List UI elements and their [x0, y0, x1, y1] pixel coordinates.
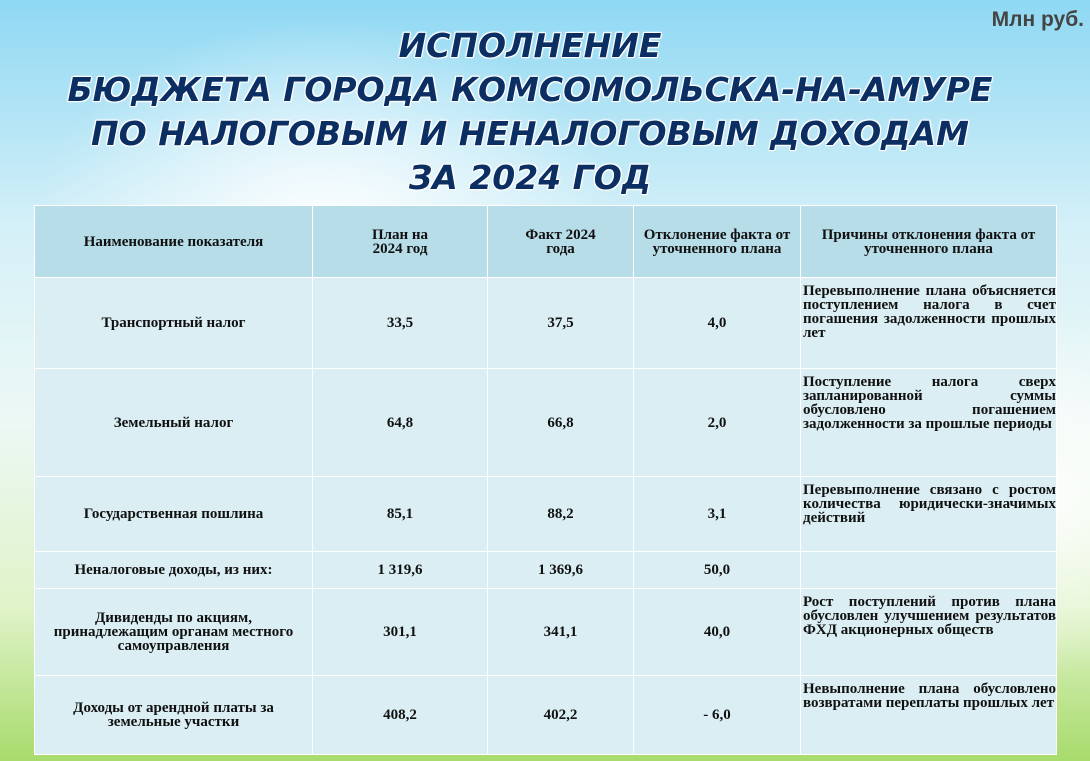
table-header-row: [35, 206, 1057, 278]
table-row: [35, 477, 1057, 552]
cell-name: Земельный налог: [35, 369, 313, 477]
cell-deviation: 4,0: [634, 278, 801, 369]
cell-reason: Рост поступлений против плана обусловлен улучшением результатов ФХД акционерных обществ: [801, 589, 1057, 676]
cell-fact: 88,2: [488, 477, 634, 552]
header-name: Наименование показателя: [35, 206, 313, 278]
cell-name: Неналоговые доходы, из них:: [35, 552, 313, 589]
cell-deviation: 2,0: [634, 369, 801, 477]
cell-plan: 1 319,6: [313, 552, 488, 589]
cell-plan: 85,1: [313, 477, 488, 552]
table-row: [35, 278, 1057, 369]
table-row: [35, 552, 1057, 589]
cell-fact: 341,1: [488, 589, 634, 676]
cell-reason: Поступление налога сверх запланированной суммы обусловлено погашением задолженности за прошлые периоды: [801, 369, 1057, 477]
cell-fact: 37,5: [488, 278, 634, 369]
cell-name: Транспортный налог: [35, 278, 313, 369]
title-line-4: ЗА 2024 ГОД: [408, 158, 652, 197]
cell-reason: Перевыполнение связано с ростом количества юридически-значимых действий: [801, 477, 1057, 552]
cell-name: Государственная пошлина: [35, 477, 313, 552]
cell-plan: 301,1: [313, 589, 488, 676]
header-fact: Факт 2024 года: [488, 206, 634, 278]
cell-deviation: 40,0: [634, 589, 801, 676]
cell-name: Доходы от арендной платы за земельные участки: [35, 676, 313, 755]
table-row: [35, 676, 1057, 755]
cell-deviation: 3,1: [634, 477, 801, 552]
units-label: Млн руб.: [991, 8, 1084, 31]
title-line-1: ИСПОЛНЕНИЕ: [398, 26, 662, 65]
cell-fact: 402,2: [488, 676, 634, 755]
table-row: [35, 369, 1057, 477]
cell-name: Дивиденды по акциям, принадлежащим органам местного самоуправления: [35, 589, 313, 676]
table-row: [35, 589, 1057, 676]
cell-plan: 33,5: [313, 278, 488, 369]
page-title: [0, 24, 1060, 200]
budget-table: [34, 205, 1057, 755]
header-reason: Причины отклонения факта от уточненного плана: [801, 206, 1057, 278]
header-deviation: Отклонение факта от уточненного плана: [634, 206, 801, 278]
title-line-3: ПО НАЛОГОВЫМ И НЕНАЛОГОВЫМ ДОХОДАМ: [91, 114, 969, 153]
cell-reason: Невыполнение плана обусловлено возвратами переплаты прошлых лет: [801, 676, 1057, 755]
cell-reason: Перевыполнение плана объясняется поступлением налога в счет погашения задолженности прошлых лет: [801, 278, 1057, 369]
cell-fact: 1 369,6: [488, 552, 634, 589]
title-line-2: БЮДЖЕТА ГОРОДА КОМСОМОЛЬСКА-НА-АМУРЕ: [67, 70, 993, 109]
cell-deviation: 50,0: [634, 552, 801, 589]
cell-fact: 66,8: [488, 369, 634, 477]
header-plan: План на 2024 год: [313, 206, 488, 278]
cell-plan: 408,2: [313, 676, 488, 755]
cell-reason: [801, 552, 1057, 589]
cell-plan: 64,8: [313, 369, 488, 477]
cell-deviation: - 6,0: [634, 676, 801, 755]
